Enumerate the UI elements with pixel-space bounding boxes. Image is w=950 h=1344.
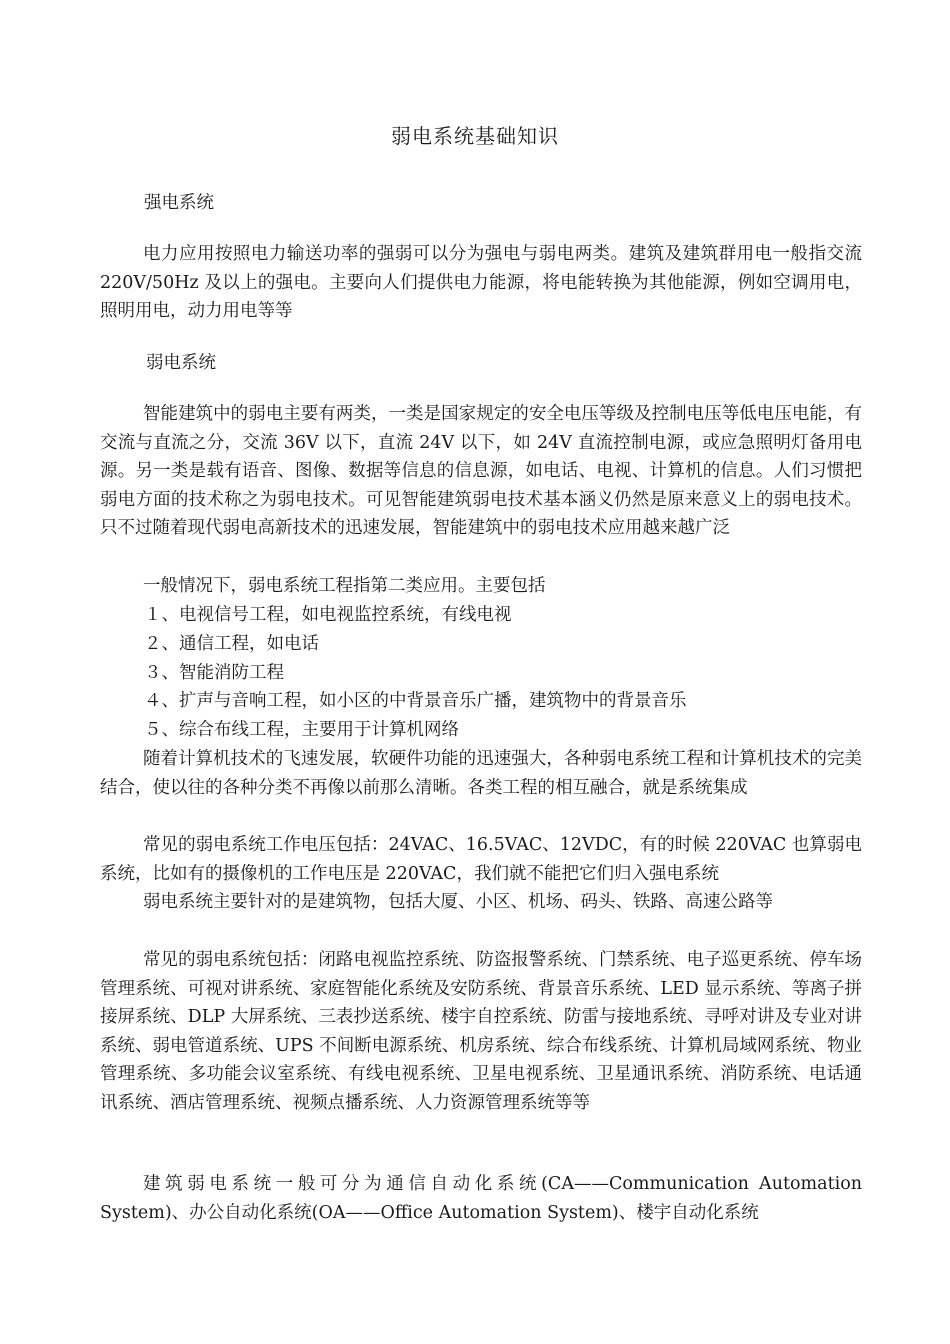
paragraph-building-system-categories: 建筑弱电系统一般可分为通信自动化系统(CA——Communication Automation System)、办公自动化系统(OA——Office Automation System)、楼宇自动化系统 — [100, 1174, 862, 1223]
paragraph-weak-current-intro: 一般情况下，弱电系统工程指第二类应用。主要包括 — [143, 576, 546, 596]
list-item: ２、通信工程，如电话 — [144, 634, 319, 654]
section-heading-strong-current: 强电系统 — [144, 193, 214, 213]
paragraph-system-integration: 随着计算机技术的飞速发展，软硬件功能的迅速强大，各种弱电系统工程和计算机技术的完美结合，使以往的各种分类不再像以前那么清晰。各类工程的相互融合，就是系统集成 — [100, 749, 862, 798]
list-item: １、电视信号工程，如电视监控系统，有线电视 — [144, 605, 512, 625]
paragraph-working-voltage: 常见的弱电系统工作电压包括：24VAC、16.5VAC、12VDC，有的时候 220VAC 也算弱电系统，比如有的摄像机的工作电压是 220VAC，我们就不能把它们归入强电系统 — [100, 835, 862, 884]
paragraph-weak-current-definition: 智能建筑中的弱电主要有两类，一类是国家规定的安全电压等级及控制电压等低电压电能，有交流与直流之分，交流 36V 以下，直流 24V 以下，如 24V 直流控制电源，或应急照明灯备用电源。另一类是载有语音、图像、数据等信息的信息源，如电话、电视、计算机的信息。人们习惯把弱电方面的技术称之为弱电技术。可见智能建筑弱电技术基本涵义仍然是原来意义上的弱电技术。只不过随着现代弱电高新技术的迅速发展，智能建筑中的弱电技术应用越来越广泛 — [100, 404, 862, 539]
section-heading-weak-current: 弱电系统 — [146, 353, 216, 373]
list-item: ５、综合布线工程，主要用于计算机网络 — [144, 720, 459, 740]
paragraph-common-systems: 常见的弱电系统包括：闭路电视监控系统、防盗报警系统、门禁系统、电子巡更系统、停车场管理系统、可视对讲系统、家庭智能化系统及安防系统、背景音乐系统、LED 显示系统、等离子拼接屏系统、DLP 大屏系统、三表抄送系统、楼宇自控系统、防雷与接地系统、寻呼对讲及专业对讲系统、弱电管道系统、UPS 不间断电源系统、机房系统、综合布线系统、计算机局域网系统、物业管理系统、多功能会议室系统、有线电视系统、卫星电视系统、卫星通讯系统、消防系统、电话通讯系统、酒店管理系统、视频点播系统、人力资源管理系统等等 — [100, 950, 862, 1113]
paragraph-target-buildings: 弱电系统主要针对的是建筑物，包括大厦、小区、机场、码头、铁路、高速公路等 — [143, 892, 773, 912]
list-item: ３、智能消防工程 — [144, 663, 284, 683]
paragraph-strong-current: 电力应用按照电力输送功率的强弱可以分为强电与弱电两类。建筑及建筑群用电一般指交流 220V/50Hz 及以上的强电。主要向人们提供电力能源，将电能转换为其他能源，例如空调用电，照明用电，动力用电等等 — [100, 244, 862, 322]
list-item: ４、扩声与音响工程，如小区的中背景音乐广播，建筑物中的背景音乐 — [144, 691, 687, 711]
page-title: 弱电系统基础知识 — [391, 124, 559, 148]
